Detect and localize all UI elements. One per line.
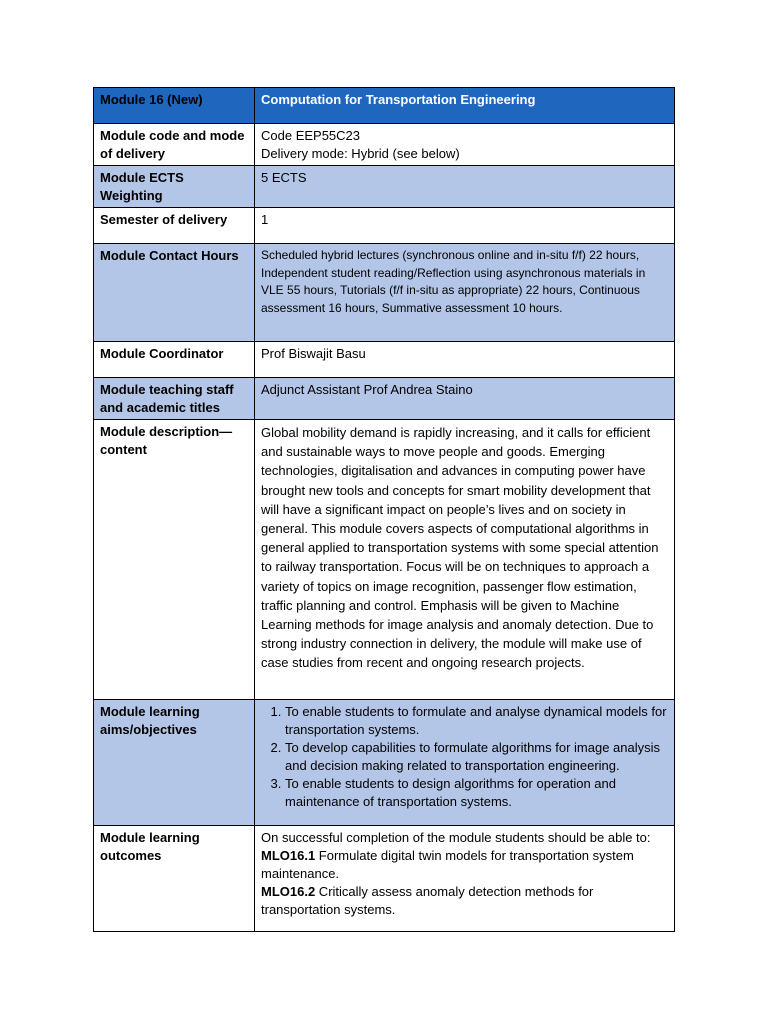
teaching-staff-value: Adjunct Assistant Prof Andrea Staino [255,378,675,420]
code-value [255,124,675,166]
aims-label: Module learning aims/objectives [94,700,255,826]
row-contact-hours [94,244,675,342]
row-code [94,124,675,166]
row-coordinator [94,342,675,378]
module-table [93,87,675,932]
list-item [261,883,668,919]
semester-value: 1 [255,208,675,244]
outcome-text: Formulate digital twin models for transportation system maintenance. [261,848,634,881]
contact-hours-label: Module Contact Hours [94,244,255,342]
outcome-code: MLO16.1 [261,848,316,863]
description-label: Module description—content [94,420,255,700]
list-item: 3. To enable students to design algorithms for operation and maintenance of transportation systems. [285,775,668,811]
header-row [94,88,675,124]
teaching-staff-label: Module teaching staff and academic titles [94,378,255,420]
coordinator-label: Module Coordinator [94,342,255,378]
outcomes-intro: On successful completion of the module students should be able to: [261,830,651,845]
ects-value: 5 ECTS [255,166,675,208]
outcome-code: MLO16.2 [261,884,316,899]
delivery-mode: Delivery mode: Hybrid (see below) [261,146,460,161]
row-outcomes [94,826,675,932]
row-description [94,420,675,700]
description-value: Global mobility demand is rapidly increasing, and it calls for efficient and sustainable ways to move people and goods. Emerging technologies, digitalisation and advances in computing power have brought new tools and concepts for smart mobility development that will have a significant impact on people’s lives and on society in general. This module covers aspects of computational algorithms in general applied to transportation systems with some special attention to railway transportation. Focus will be on techniques to approach a variety of topics on image recognition, passenger flow estimation, traffic planning and control. Emphasis will be given to Machine Learning methods for image analysis and anomaly detection. Due to strong industry connection in delivery, the module will make use of case studies from recent and ongoing research projects. [255,420,675,700]
header-label: Module 16 (New) [94,88,255,124]
module-title: Computation for Transportation Engineering [255,88,675,124]
module-code: Code EEP55C23 [261,128,361,143]
module-table-page [93,87,675,932]
row-aims [94,700,675,826]
list-item: 1. To enable students to formulate and analyse dynamical models for transportation systems. [285,703,668,739]
row-ects [94,166,675,208]
semester-label: Semester of delivery [94,208,255,244]
aims-list [261,703,668,811]
list-item: 2. To develop capabilities to formulate algorithms for image analysis and decision making related to transportation engineering. [285,739,668,775]
outcome-text: Critically assess anomaly detection methods for transportation systems. [261,884,594,917]
outcomes-value [255,826,675,932]
ects-label: Module ECTS Weighting [94,166,255,208]
row-semester [94,208,675,244]
aims-value [255,700,675,826]
outcomes-label: Module learning outcomes [94,826,255,932]
contact-hours-value: Scheduled hybrid lectures (synchronous online and in-situ f/f) 22 hours, Independent student reading/Reflection using asynchronous materials in VLE 55 hours, Tutorials (f/f in-situ as appropriate) 22 hours, Continuous assessment 16 hours, Summative assessment 10 hours. [255,244,675,342]
row-teaching-staff [94,378,675,420]
list-item [261,847,668,883]
code-label: Module code and mode of delivery [94,124,255,166]
coordinator-value: Prof Biswajit Basu [255,342,675,378]
